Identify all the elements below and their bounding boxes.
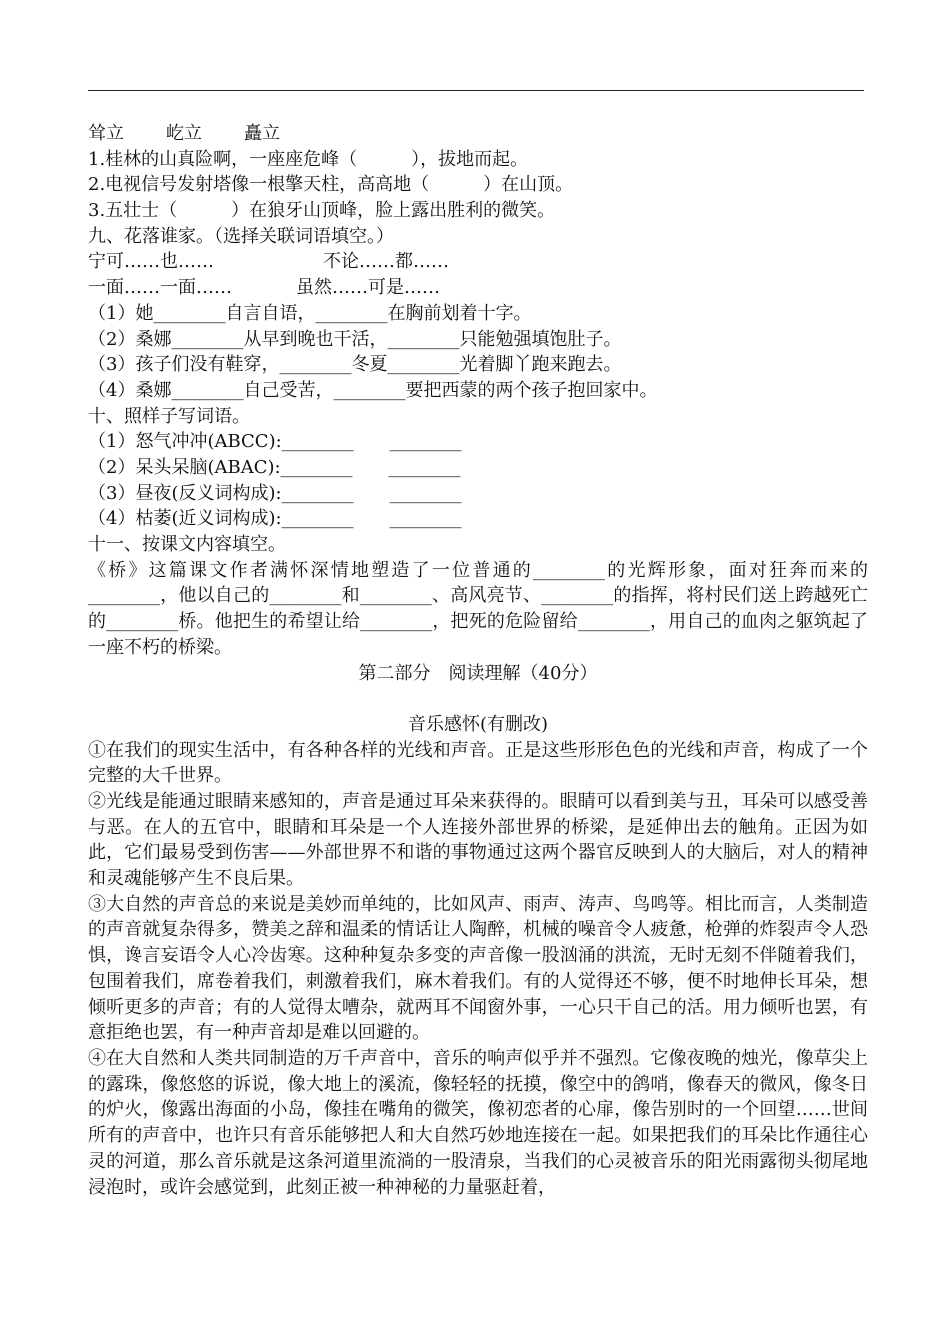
word-option: 屹立 xyxy=(166,123,202,144)
header-rule xyxy=(88,90,864,91)
q9-item-4: （4）桑娜________自己受苦，________要把西蒙的两个孩子抱回家中。 xyxy=(88,379,658,401)
q10-title: 十、照样子写词语。 xyxy=(88,405,250,427)
spacer xyxy=(88,686,868,712)
reading-paragraph-3: ③大自然的声音总的来说是美妙而单纯的，比如风声、雨声、涛声、鸟鸣等。相比而言，人类制造的声音就复杂得多，赞美之辞和温柔的情话让人陶醉，机械的噪音令人疲惫，枪弹的炸裂声令人恐惧，谗言妄语令人心冷齿寒。这种种复杂多变的声音像一股汹涌的洪流，无时无刻不伴随着我们，包围着我们，席卷着我们，刺激着我们，麻木着我们。有的人觉得还不够，便不时地伸长耳朵，想倾听更多的声音；有的人觉得太嘈杂，就两耳不闻窗外事，一心只干自己的活。用力倾听也罢，有意拒绝也罢，有一种声音却是难以回避的。 xyxy=(88,893,868,1044)
word-option: 耸立 xyxy=(88,123,124,144)
conjunction-option: 虽然……可是…… xyxy=(296,277,440,299)
conjunction-option: 一面……一面…… xyxy=(88,277,232,299)
q10-item-3: （3）昼夜(反义词构成):________ ________ xyxy=(88,482,462,504)
reading-paragraph-4: ④在大自然和人类共同制造的万千声音中，音乐的响声似乎并不强烈。它像夜晚的烛光，像草尖上的露珠，像悠悠的诉说，像大地上的溪流，像轻轻的抚摸，像空中的鸽哨，像春天的微风，像冬日的炉火，像露出海面的小岛，像挂在嘴角的微笑，像初恋者的心扉，像告别时的一个回望……世间所有的声音中，也许只有音乐能够把人和大自然巧妙地连接在一起。如果把我们的耳朵比作通往心灵的河道，那么音乐就是这条河道里流淌的一股清泉，当我们的心灵被音乐的阳光雨露彻头彻尾地浸泡时，或许会感觉到，此刻正被一种神秘的力量驱赶着， xyxy=(88,1048,868,1198)
conjunction-option: 宁可……也…… xyxy=(88,251,214,273)
conjunction-option: 不论……都…… xyxy=(323,251,449,273)
q8-item-1: 1.桂林的山真险啊，一座座危峰（ ），拔地而起。 xyxy=(88,148,529,170)
q9-item-1: （1）她________自言自语，________在胸前划着十字。 xyxy=(88,302,532,324)
q8-item-3: 3.五壮士（ ）在狼牙山顶峰，脸上露出胜利的微笑。 xyxy=(88,200,556,222)
q9-options-row-2 xyxy=(88,275,868,301)
document-page xyxy=(88,121,868,1200)
q8-item-2: 2.电视信号发射塔像一根擎天柱，高高地（ ）在山顶。 xyxy=(88,174,574,196)
reading-paragraph-2: ②光线是能通过眼睛来感知的，声音是通过耳朵来获得的。眼睛可以看到美与丑，耳朵可以感受善与恶。在人的五官中，眼睛和耳朵是一个人连接外部世界的桥梁，是延伸出去的触角。正因为如此，它们最易受到伤害——外部世界不和谐的事物通过这两个器官反映到人的大脑后，对人的精神和灵魂能够产生不良后果。 xyxy=(88,790,868,890)
q10-item-2: （2）呆头呆脑(ABAC):________ ________ xyxy=(88,456,461,478)
reading-title: 音乐感怀(有删改) xyxy=(407,713,549,735)
q9-title: 九、花落谁家。（选择关联词语填空。） xyxy=(88,225,394,247)
q11-paragraph: 《桥》这篇课文作者满怀深情地塑造了一位普通的________的光辉形象，面对狂奔而来的________，他以自己的________和________、高风亮节、________的指挥，将村民们送上跨越死亡的________桥。他把生的希望让给________，把死的危险留给________，用自己的血肉之躯筑起了一座不朽的桥梁。 xyxy=(88,559,868,658)
q11-title: 十一、按课文内容填空。 xyxy=(88,534,286,555)
word-option: 矗立 xyxy=(244,123,280,144)
reading-paragraph-1: ①在我们的现实生活中，有各种各样的光线和声音。正是这些形形色色的光线和声音，构成了一个完整的大千世界。 xyxy=(88,739,868,787)
part2-title: 第二部分 阅读理解（40分） xyxy=(358,662,598,684)
word-options xyxy=(88,121,868,147)
q10-item-4: （4）枯萎(近义词构成):________ ________ xyxy=(88,508,462,530)
q10-item-1: （1）怒气冲冲(ABCC):________ ________ xyxy=(88,431,462,453)
q9-item-2: （2）桑娜________从早到晚也干活，________只能勉强填饱肚子。 xyxy=(88,328,622,350)
q9-item-3: （3）孩子们没有鞋穿，________冬夏________光着脚丫跑来跑去。 xyxy=(88,354,622,376)
q9-options-row-1 xyxy=(88,249,868,275)
